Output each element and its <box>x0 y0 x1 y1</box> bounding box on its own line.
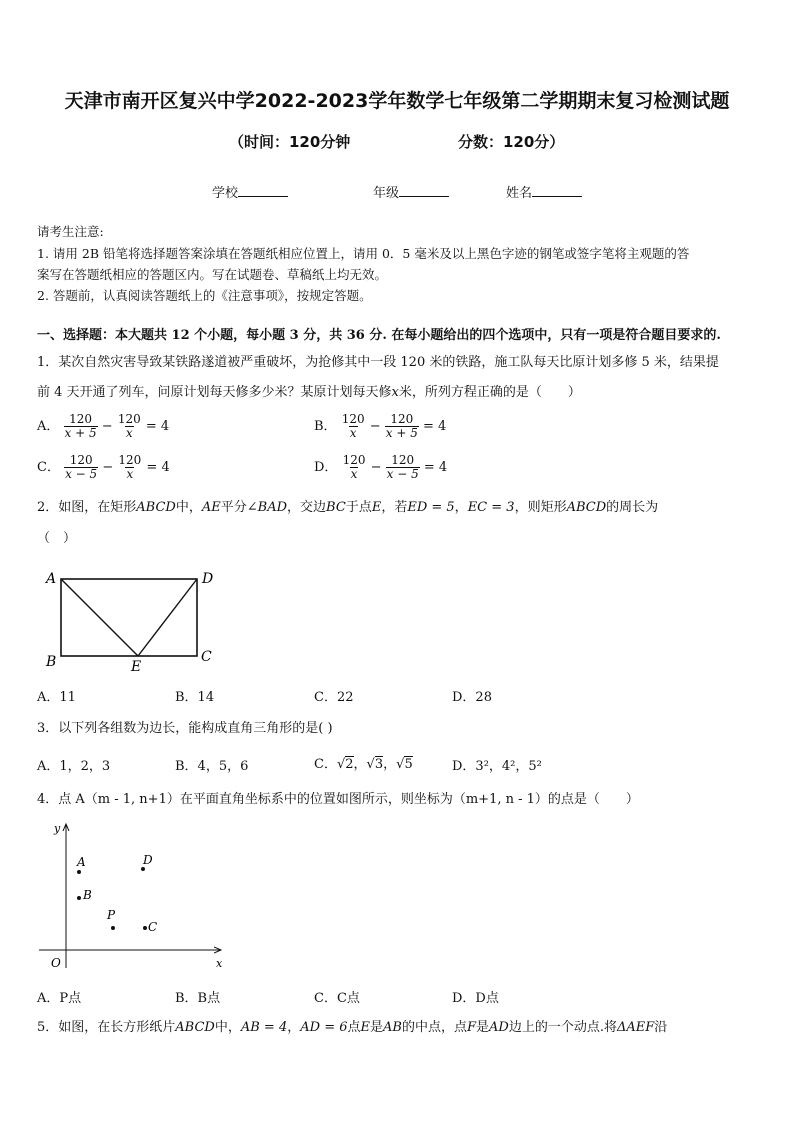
page-title: 天津市南开区复兴中学2022-2023学年数学七年级第二学期期末复习检测试题 <box>64 90 730 112</box>
school-field <box>212 182 288 201</box>
q3-option-b[interactable]: B．4，5，6 <box>175 759 249 774</box>
fraction: $\frac{120}{x}$ <box>117 412 141 440</box>
label-a: A <box>77 855 86 869</box>
label-d: D <box>143 853 153 867</box>
q2-line2: （ ） <box>37 531 77 546</box>
q1-option-c[interactable]: C． $\frac{120}{x - 5}$ − $\frac{120}{x}$ = 4 <box>37 453 170 481</box>
sqrt-icon: √ <box>336 757 346 772</box>
point-b <box>77 896 81 900</box>
fraction: $\frac{120}{x + 5}$ <box>385 412 418 440</box>
sqrt-icon: √ <box>396 757 405 772</box>
label-e: E <box>131 659 142 675</box>
fraction: $\frac{120}{x - 5}$ <box>386 453 419 481</box>
point-p <box>111 926 115 930</box>
q4-option-d[interactable]: D．D点 <box>452 991 499 1006</box>
q5-line1: 5．如图，在长方形纸片ABCD中，AB = 4，AD = 6点E是AB的中点，点F是AD边上的一个动点.将ΔAEF沿 <box>37 1020 668 1035</box>
section1-heading: 一、选择题：本大题共 12 个小题，每小题 3 分，共 36 分. 在每小题给出的四个选项中，只有一项是符合题目要求的. <box>37 328 721 343</box>
label-c: C <box>148 920 158 934</box>
grade-blank <box>399 184 449 197</box>
grade-field <box>373 182 449 201</box>
q3-option-a[interactable]: A．1，2，3 <box>37 759 111 774</box>
q2-line1: 2．如图，在矩形ABCD中，AE平分∠BAD，交边BC于点E，若ED = 5，EC = 3，则矩形ABCD的周长为 <box>37 500 659 515</box>
q3-option-c[interactable]: C．√2，√3，√5 <box>314 757 413 772</box>
label-a: A <box>46 571 57 587</box>
point-a <box>77 870 81 874</box>
fraction: $\frac{120}{x - 5}$ <box>65 453 98 481</box>
label-o: O <box>51 956 61 970</box>
notice-heading: 请考生注意: <box>37 224 104 239</box>
exam-score: 分数：120分） <box>458 133 565 151</box>
notice-item1-line2: 案写在答题纸相应的答题区内。写在试题卷、草稿纸上均无效。 <box>37 267 388 282</box>
option-label: D． <box>314 460 338 475</box>
label-d: D <box>202 571 214 587</box>
notice-item2: 2. 答题前，认真阅读答题纸上的《注意事项》，按规定答题。 <box>37 288 372 303</box>
grade-label: 年级 <box>373 186 400 201</box>
label-p: P <box>107 908 116 922</box>
fraction: $\frac{120}{x}$ <box>118 453 142 481</box>
equation-rhs: = 4 <box>423 460 448 475</box>
option-label: C． <box>37 460 60 475</box>
label-x: x <box>216 957 223 970</box>
q2-option-d[interactable]: D．28 <box>452 690 492 705</box>
exam-time: （时间：120分钟 <box>229 133 351 151</box>
fraction: $\frac{120}{x}$ <box>341 412 365 440</box>
label-b: B <box>46 654 57 670</box>
fraction: $\frac{120}{x}$ <box>342 453 366 481</box>
equation-rhs: = 4 <box>423 419 447 434</box>
point-d <box>141 867 145 871</box>
q2-option-b[interactable]: B．14 <box>175 690 215 705</box>
q1-option-d[interactable]: D． $\frac{120}{x}$ − $\frac{120}{x - 5}$ = 4 <box>314 453 448 481</box>
equation-rhs: = 4 <box>146 460 170 475</box>
q4-coordinate-figure <box>35 818 235 974</box>
q1-line2-text: 前 4 天开通了列车，问原计划每天修多少米？某原计划每天修 <box>37 385 392 400</box>
q1-line1: 1．某次自然灾害导致某铁路遂道被严重破坏，为抢修其中一段 120 米的铁路，施工队每天比原计划多修 5 米，结果提 <box>37 355 719 370</box>
segment-ae <box>61 579 138 656</box>
rectangle-abcd <box>61 579 197 656</box>
q1-line2 <box>37 382 762 403</box>
name-blank <box>532 184 582 197</box>
point-c <box>143 926 147 930</box>
label-b: B <box>83 888 92 902</box>
q3-option-d[interactable]: D．3²，4²，5² <box>452 759 542 774</box>
q1-option-b[interactable]: B． $\frac{120}{x}$ − $\frac{120}{x + 5}$ = 4 <box>314 412 447 440</box>
q1-option-a[interactable]: A． $\frac{120}{x + 5}$ − $\frac{120}{x}$ = 4 <box>37 412 170 440</box>
equation-rhs: = 4 <box>145 419 170 434</box>
fraction: $\frac{120}{x + 5}$ <box>64 412 97 440</box>
sqrt-icon: √ <box>366 757 375 772</box>
q1-line2-end: 米，所列方程正确的是（ ） <box>398 385 581 400</box>
notice-item1-line1: 1. 请用 2B 铅笔将选择题答案涂填在答题纸相应位置上，请用 0．5 毫米及以上黑色字迹的钢笔或签字笔将主观题的答 <box>37 246 690 261</box>
q4-option-a[interactable]: A．P点 <box>37 991 82 1006</box>
q4-stem: 4．点 A（m - 1, n+1）在平面直角坐标系中的位置如图所示，则坐标为（m+1, n - 1）的点是（ ） <box>37 792 639 807</box>
segment-ed <box>138 579 197 656</box>
q4-option-b[interactable]: B．B点 <box>175 991 221 1006</box>
option-label: A． <box>37 419 60 434</box>
q1-variable: x <box>391 385 399 400</box>
name-label: 姓名 <box>506 186 533 201</box>
q2-option-c[interactable]: C．22 <box>314 690 354 705</box>
q4-option-c[interactable]: C．C点 <box>314 991 360 1006</box>
label-y: y <box>54 822 61 835</box>
school-blank <box>238 184 288 197</box>
q2-rectangle-figure <box>40 565 230 677</box>
label-c: C <box>201 649 212 665</box>
school-label: 学校 <box>212 186 239 201</box>
option-label: B． <box>314 419 337 434</box>
name-field <box>506 182 582 201</box>
q2-option-a[interactable]: A．11 <box>37 690 76 705</box>
q3-stem: 3．以下列各组数为边长，能构成直角三角形的是( ) <box>37 721 333 736</box>
